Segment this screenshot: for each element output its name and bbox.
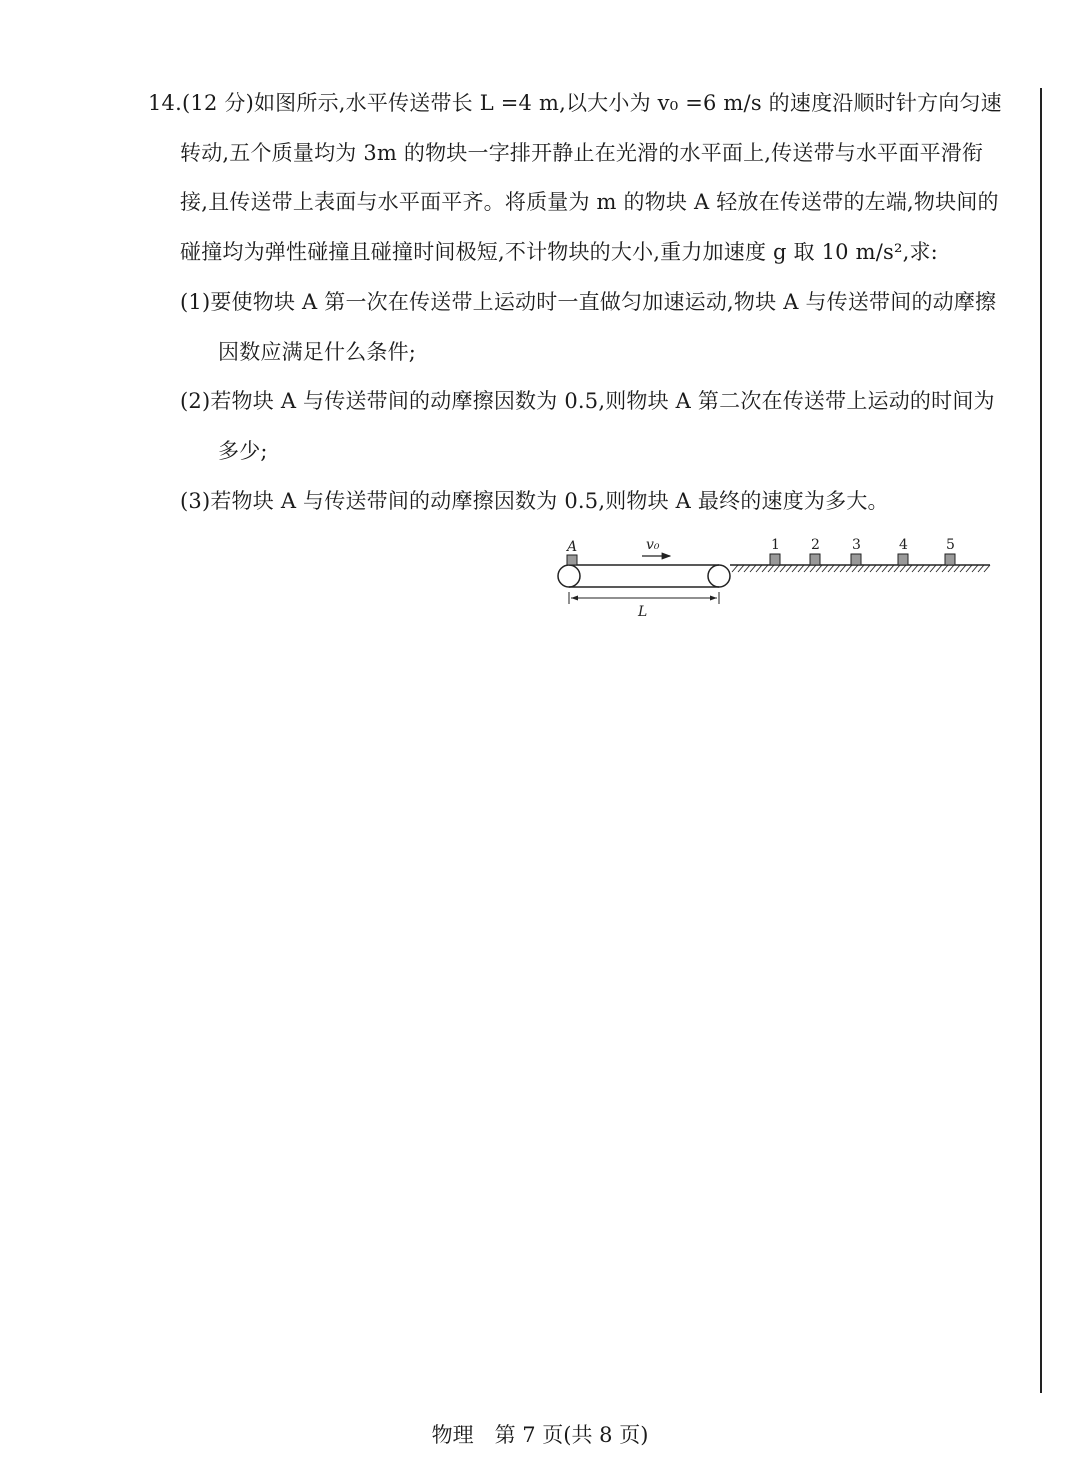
conveyor-belt-diagram <box>550 530 995 620</box>
question-2-line-2: 多少; <box>218 439 268 463</box>
problem-text-line-4: 碰撞均为弹性碰撞且碰撞时间极短,不计物块的大小,重力加速度 g 取 10 m/s²,求: <box>180 240 938 264</box>
question-1-line-2: 因数应满足什么条件; <box>218 340 417 364</box>
block-5-label: 5 <box>946 537 955 553</box>
page-footer: 物理 第 7 页(共 8 页) <box>431 1423 649 1447</box>
block-a-label: A <box>567 539 578 555</box>
margin-line <box>1040 88 1042 1393</box>
block-5 <box>945 554 955 565</box>
block-4-label: 4 <box>899 537 908 553</box>
problem-text-line-2: 转动,五个质量均为 3m 的物块一字排开静止在光滑的水平面上,传送带与水平面平滑衔 <box>180 141 984 165</box>
question-1-line-1: (1)要使物块 A 第一次在传送带上运动时一直做匀加速运动,物块 A 与传送带间的动摩擦 <box>180 290 997 314</box>
question-2-line-1: (2)若物块 A 与传送带间的动摩擦因数为 0.5,则物块 A 第二次在传送带上运动的时间为 <box>180 389 995 413</box>
right-pulley <box>708 565 730 587</box>
problem-text-line-1: 14.(12 分)如图所示,水平传送带长 L =4 m,以大小为 v₀ =6 m/s 的速度沿顺时针方向匀速 <box>148 91 1002 115</box>
left-pulley <box>558 565 580 587</box>
block-4 <box>898 554 908 565</box>
length-dimension <box>569 592 719 604</box>
block-3-label: 3 <box>852 537 861 553</box>
velocity-label: v₀ <box>646 537 660 553</box>
length-label: L <box>638 604 648 620</box>
question-3-line-1: (3)若物块 A 与传送带间的动摩擦因数为 0.5,则物块 A 最终的速度为多大。 <box>180 489 889 513</box>
block-2 <box>810 554 820 565</box>
block-1-label: 1 <box>771 537 780 553</box>
block-3 <box>851 554 861 565</box>
ground-surface <box>730 565 990 572</box>
conveyor-belt <box>558 565 730 587</box>
block-1 <box>770 554 780 565</box>
block-2-label: 2 <box>811 537 820 553</box>
problem-text-line-3: 接,且传送带上表面与水平面平齐。将质量为 m 的物块 A 轻放在传送带的左端,物块间的 <box>180 190 999 214</box>
block-a <box>567 555 577 565</box>
